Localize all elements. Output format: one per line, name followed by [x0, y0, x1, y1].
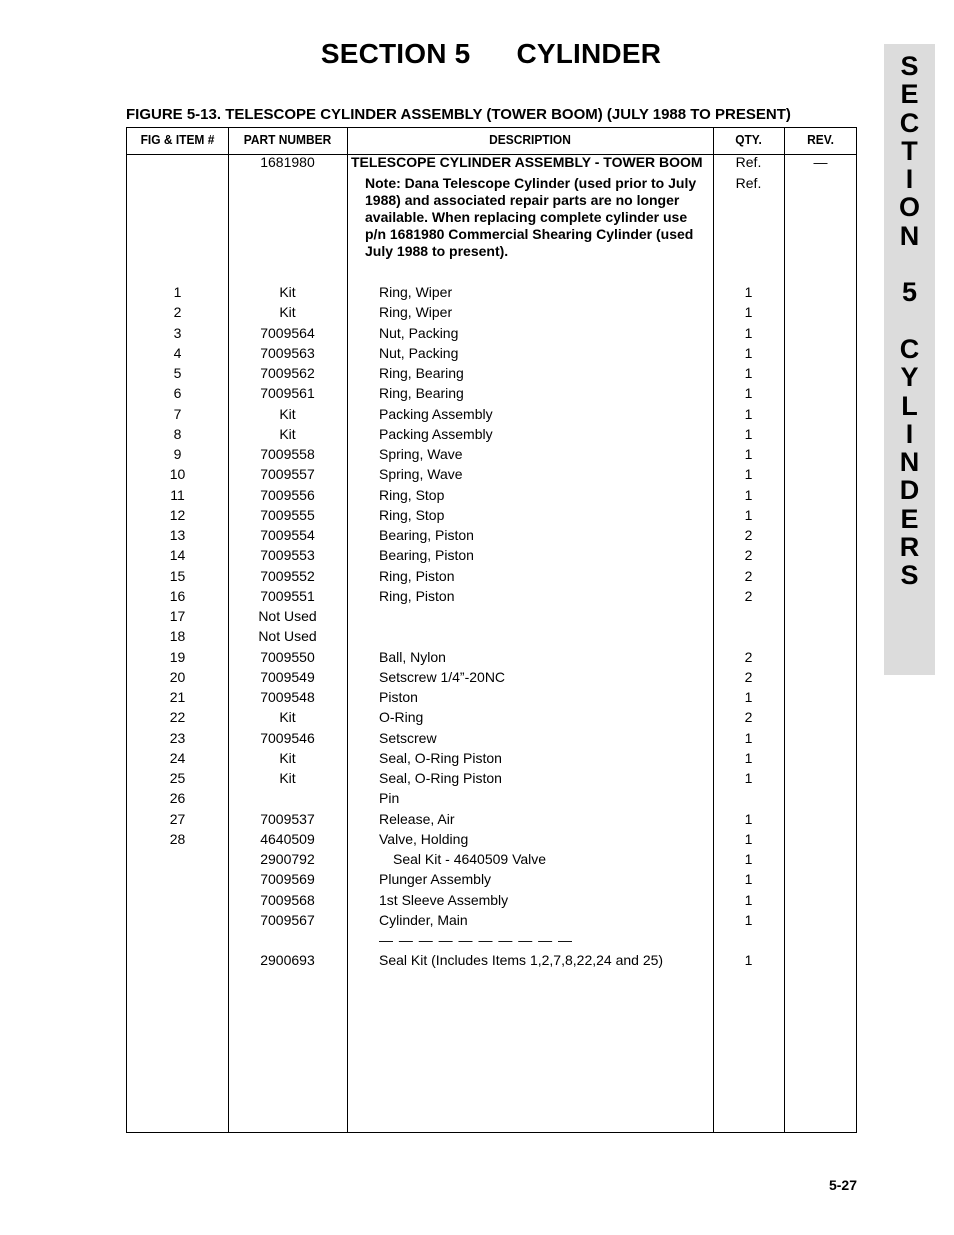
description-cell: Packing Assembly: [379, 425, 493, 442]
description-cell: Seal, O-Ring Piston: [379, 770, 502, 786]
side-tab-letter: D: [899, 475, 920, 506]
part-number-cell: 7009568: [260, 891, 315, 908]
part-number-cell: 7009552: [260, 567, 315, 584]
qty-cell: 2: [744, 709, 753, 726]
fig-item-cell: 20: [169, 668, 186, 685]
qty-cell: 1: [744, 911, 753, 928]
note-text: Note: Dana Telescope Cylinder (used prior to July 1988) and associated repair parts are no longer available. When replacing complete cylinder use p/n 1681980 Commercial Shearing Cylinder (used July 1988 to present).: [365, 175, 697, 259]
table-row: [127, 831, 856, 851]
qty-cell: 2: [744, 648, 753, 665]
table-row: [127, 304, 856, 324]
part-number-cell: 7009567: [260, 911, 315, 928]
table-row: [127, 851, 856, 871]
table-row: [127, 426, 856, 446]
table-row: [127, 709, 856, 729]
seal-kit-part-number: 2900693: [260, 952, 315, 968]
side-tab-letters: [884, 52, 935, 590]
table-row: [127, 325, 856, 345]
description-cell: Cylinder, Main: [379, 911, 468, 928]
part-number-cell: 7009564: [260, 324, 315, 341]
part-number-cell: 7009553: [260, 547, 315, 564]
section-side-tab: [884, 44, 935, 675]
description-cell: Ring, Wiper: [379, 304, 453, 321]
side-tab-letter: 5: [901, 277, 918, 308]
dash-separator: — — — — — — — — — —: [379, 932, 574, 948]
qty-cell: 1: [744, 405, 753, 422]
side-tab-letter: C: [899, 333, 920, 364]
description-cell: Piston: [379, 689, 418, 705]
seal-kit-qty: 1: [744, 952, 753, 968]
column-header-rev: REV.: [807, 132, 834, 147]
part-number-cell: 7009554: [260, 527, 315, 543]
table-row: [127, 547, 856, 567]
fig-item-cell: 23: [169, 729, 186, 746]
description-cell: Bearing, Piston: [379, 547, 474, 564]
assembly-row: [127, 154, 856, 174]
fig-item-cell: 13: [169, 527, 186, 543]
table-row: [127, 568, 856, 588]
side-tab-letter: I: [905, 418, 914, 449]
part-number-cell: 7009550: [260, 648, 315, 665]
qty-cell: 1: [744, 689, 753, 705]
part-number-cell: Kit: [279, 770, 296, 786]
table-row: [127, 730, 856, 750]
description-cell: Setscrew: [379, 729, 437, 746]
qty-cell: 1: [744, 304, 753, 321]
side-tab-letter: T: [901, 135, 918, 166]
column-header-part-number: PART NUMBER: [243, 132, 332, 147]
side-tab-letter: Y: [900, 362, 919, 393]
part-number-cell: 4640509: [260, 830, 315, 847]
part-number-cell: Kit: [279, 425, 296, 442]
table-row: [127, 750, 856, 770]
qty-cell: 1: [744, 810, 753, 827]
part-number-cell: 7009551: [260, 587, 315, 604]
description-cell: Ring, Stop: [379, 506, 445, 523]
section-name: CYLINDER: [516, 38, 662, 69]
qty-cell: 1: [744, 830, 753, 847]
table-row: [127, 811, 856, 831]
side-tab-letter: L: [901, 390, 918, 421]
fig-item-cell: 18: [169, 628, 186, 645]
fig-item-cell: 11: [170, 486, 185, 503]
qty-cell: 1: [744, 749, 753, 766]
fig-item-cell: 6: [173, 385, 182, 402]
fig-item-cell: 1: [173, 284, 182, 300]
fig-item-cell: 3: [173, 324, 182, 341]
section-label: SECTION 5: [320, 38, 471, 69]
qty-cell: 1: [744, 891, 753, 908]
seal-kit-row: [127, 952, 856, 972]
fig-item-cell: 4: [173, 344, 182, 361]
table-row: [127, 871, 856, 891]
part-number-cell: 7009569: [260, 871, 315, 888]
fig-item-cell: 2: [173, 304, 182, 321]
fig-item-cell: 25: [169, 770, 186, 786]
table-row: [127, 770, 856, 790]
part-number-cell: 7009548: [260, 689, 315, 705]
part-number-cell: 7009555: [260, 506, 315, 523]
figure-title: FIGURE 5-13. TELESCOPE CYLINDER ASSEMBLY (TOWER BOOM) (JULY 1988 TO PRESENT): [126, 106, 791, 123]
description-cell: 1st Sleeve Assembly: [379, 891, 509, 908]
page-number: 5-27: [828, 1177, 857, 1193]
column-header-description: DESCRIPTION: [489, 132, 571, 147]
description-cell: O-Ring: [379, 709, 424, 726]
part-number-cell: 7009557: [260, 466, 315, 483]
side-tab-letter: S: [900, 51, 919, 81]
description-cell: Spring, Wave: [379, 466, 463, 483]
table-row: [127, 406, 856, 426]
qty-cell: 1: [744, 871, 753, 888]
description-cell: Ring, Piston: [379, 567, 455, 584]
table-row: [127, 284, 856, 304]
qty-cell: 1: [744, 506, 753, 523]
side-tab-letter: I: [905, 164, 914, 195]
side-tab-letter: R: [899, 532, 920, 563]
qty-cell: 1: [744, 365, 753, 381]
table-row: [127, 628, 856, 648]
fig-item-cell: 7: [173, 405, 182, 422]
qty-cell: 1: [744, 446, 753, 462]
description-cell: Ring, Piston: [379, 587, 455, 604]
fig-item-cell: 24: [169, 749, 186, 766]
fig-item-cell: 15: [169, 567, 186, 584]
qty-cell: 2: [744, 668, 753, 685]
part-number-cell: 7009546: [260, 729, 315, 746]
fig-item-cell: 12: [169, 506, 186, 523]
assembly-qty: Ref.: [735, 154, 762, 170]
note-row: [127, 175, 856, 195]
side-tab-letter: N: [899, 447, 920, 478]
table-row: [127, 385, 856, 405]
part-number-cell: Kit: [279, 709, 296, 726]
description-cell: Bearing, Piston: [379, 527, 474, 543]
section-title: [0, 38, 954, 70]
description-cell: Nut, Packing: [379, 344, 459, 361]
fig-item-cell: 9: [173, 446, 182, 462]
part-number-cell: 7009561: [260, 385, 315, 402]
fig-item-cell: 28: [169, 830, 186, 847]
fig-item-cell: 19: [169, 648, 186, 665]
fig-item-cell: 22: [169, 709, 186, 726]
column-header-qty: QTY.: [735, 132, 762, 147]
description-cell: Setscrew 1/4”-20NC: [379, 668, 506, 685]
qty-cell: 1: [744, 770, 753, 786]
description-cell: Seal Kit - 4640509 Valve: [393, 851, 547, 867]
qty-cell: 1: [744, 344, 753, 361]
table-row: [127, 527, 856, 547]
fig-item-cell: 10: [169, 466, 186, 483]
table-row: [127, 649, 856, 669]
fig-item-cell: 5: [173, 365, 182, 381]
qty-cell: 2: [744, 527, 753, 543]
side-tab-letter: S: [900, 560, 919, 591]
description-cell: Ring, Bearing: [379, 365, 464, 381]
qty-cell: 1: [744, 385, 753, 402]
table-row: [127, 689, 856, 709]
qty-cell: 2: [744, 587, 753, 604]
part-number-cell: 7009549: [260, 668, 315, 685]
description-cell: Ring, Stop: [379, 486, 445, 503]
table-row: [127, 345, 856, 365]
fig-item-cell: 26: [169, 790, 186, 807]
qty-cell: 2: [744, 567, 753, 584]
part-number-cell: 7009558: [260, 446, 315, 462]
fig-item-cell: 21: [169, 689, 186, 705]
description-cell: Seal, O-Ring Piston: [379, 749, 502, 766]
table-row: [127, 365, 856, 385]
description-cell: Plunger Assembly: [379, 871, 492, 888]
qty-cell: 1: [744, 486, 753, 503]
table-row: [127, 487, 856, 507]
part-number-cell: 7009563: [260, 344, 315, 361]
table-row: [127, 588, 856, 608]
qty-cell: 1: [744, 466, 753, 483]
side-tab-letter: O: [898, 192, 920, 223]
fig-item-cell: 17: [169, 608, 186, 624]
side-tab-letter: C: [899, 107, 920, 138]
description-cell: Spring, Wave: [379, 446, 463, 462]
part-number-cell: Not Used: [258, 608, 317, 624]
description-cell: Packing Assembly: [379, 405, 493, 422]
side-tab-letter: E: [900, 79, 919, 110]
qty-cell: 1: [744, 729, 753, 746]
side-tab-letter: E: [900, 503, 919, 534]
assembly-description: TELESCOPE CYLINDER ASSEMBLY - TOWER BOOM: [351, 154, 703, 170]
column-header-fig-item: FIG & ITEM #: [140, 132, 215, 147]
side-tab-letter: [884, 307, 935, 335]
part-number-cell: 7009562: [260, 365, 315, 381]
fig-item-cell: 27: [169, 810, 186, 827]
fig-item-cell: 14: [169, 547, 186, 564]
note-qty: Ref.: [735, 175, 762, 191]
table-row: [127, 507, 856, 527]
table-row: [127, 446, 856, 466]
part-number-cell: 2900792: [260, 851, 315, 867]
description-cell: Ring, Bearing: [379, 385, 464, 402]
part-number-cell: Not Used: [258, 628, 317, 645]
assembly-part-number: 1681980: [260, 154, 315, 170]
qty-cell: 1: [744, 851, 753, 867]
fig-item-cell: 16: [169, 587, 186, 604]
part-number-cell: Kit: [279, 284, 296, 300]
part-number-cell: 7009556: [260, 486, 315, 503]
table-row: [127, 608, 856, 628]
qty-cell: 2: [744, 547, 753, 564]
table-row: [127, 790, 856, 810]
qty-cell: 1: [744, 324, 753, 341]
part-number-cell: 7009537: [260, 810, 315, 827]
table-row: [127, 912, 856, 932]
assembly-rev: —: [813, 154, 828, 170]
part-number-cell: Kit: [279, 405, 296, 422]
qty-cell: 1: [744, 425, 753, 442]
table-row: [127, 466, 856, 486]
part-number-cell: Kit: [279, 304, 296, 321]
description-cell: Ball, Nylon: [379, 648, 446, 665]
description-cell: Ring, Wiper: [379, 284, 453, 300]
description-cell: Release, Air: [379, 810, 455, 827]
table-row: [127, 892, 856, 912]
description-cell: Pin: [379, 790, 400, 807]
seal-kit-description: Seal Kit (Includes Items 1,2,7,8,22,24 and 25): [379, 952, 664, 968]
description-cell: Valve, Holding: [379, 830, 469, 847]
side-tab-letter: N: [899, 220, 920, 251]
qty-cell: 1: [744, 284, 753, 300]
table-row: [127, 669, 856, 689]
description-cell: Nut, Packing: [379, 324, 459, 341]
side-tab-letter: [884, 250, 935, 278]
parts-table: [126, 127, 857, 1133]
fig-item-cell: 8: [173, 425, 182, 442]
part-number-cell: Kit: [279, 749, 296, 766]
